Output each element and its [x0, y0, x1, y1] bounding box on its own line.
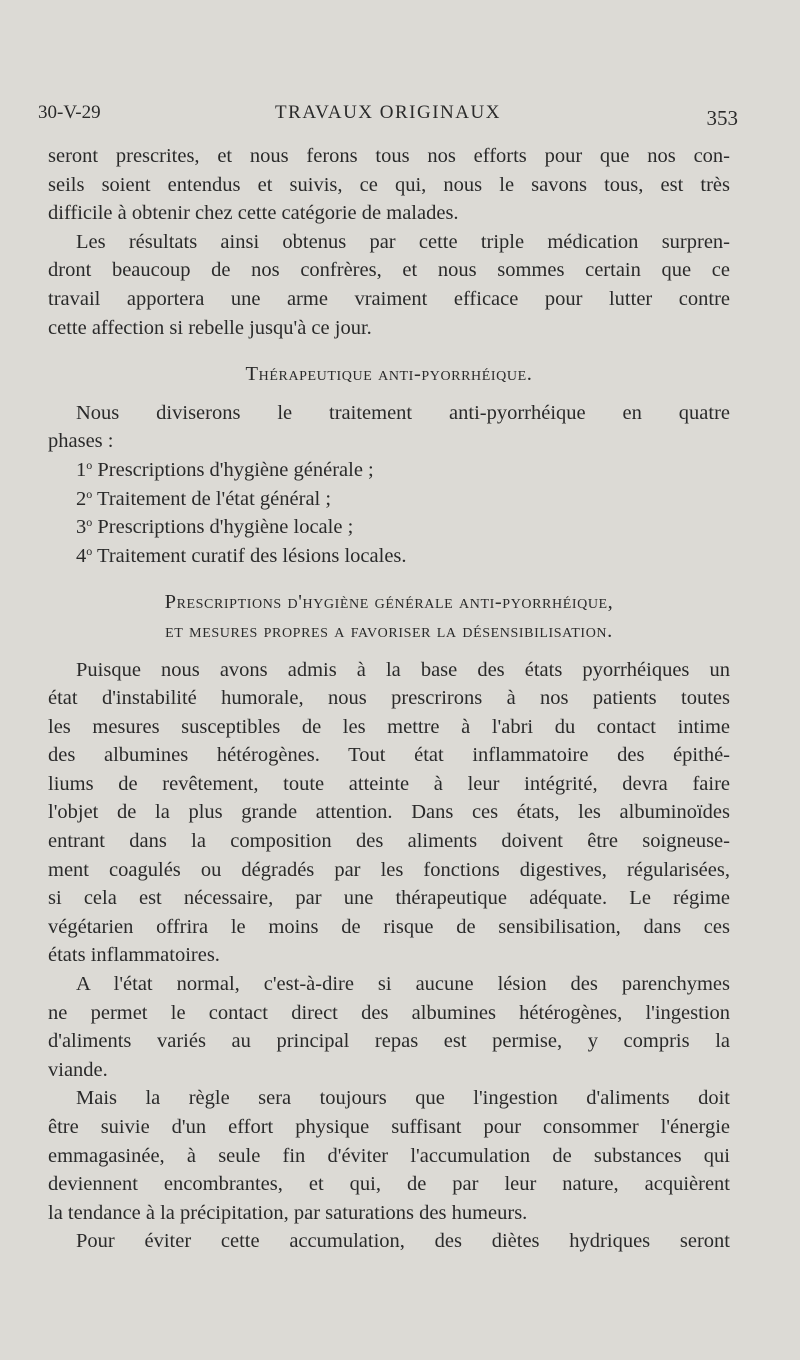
text-line: entrant dans la composition des aliments doivent être soigneuse-	[48, 830, 730, 853]
text-line: Les résultats ainsi obtenus par cette triple médication surpren-	[76, 230, 730, 253]
text-line: difficile à obtenir chez cette catégorie de malades.	[48, 202, 459, 225]
body-text	[48, 142, 730, 1256]
text-line: Nous diviserons le traitement anti-pyorrhéique en quatre	[76, 401, 730, 424]
text-line: ment coagulés ou dégradés par les fonctions digestives, régularisées,	[48, 858, 730, 881]
spacer	[48, 342, 730, 360]
text-line: cette affection si rebelle jusqu'à ce jour.	[48, 316, 372, 339]
list-item-text: Prescriptions d'hygiène générale ;	[97, 458, 374, 481]
text-line: liums de revêtement, toute atteinte à leur intégrité, devra faire	[48, 772, 730, 795]
text-line: être suivie d'un effort physique suffisant pour consommer l'énergie	[48, 1116, 730, 1138]
text-line: travail apportera une arme vraiment efficace pour lutter contre	[48, 287, 730, 310]
list-item	[48, 485, 730, 514]
list-item-number: 1	[76, 458, 87, 481]
list-item-number: 4	[76, 544, 87, 567]
ordinal-mark: o	[86, 457, 93, 472]
section-heading-hygiene: Prescriptions d'hygiène générale anti-pyorrhéique,	[164, 591, 614, 614]
text-line: l'objet de la plus grande attention. Dans ces états, les albuminoïdes	[48, 801, 730, 824]
text-line: viande.	[48, 1058, 108, 1081]
text-line: état d'instabilité humorale, nous prescrirons à nos patients toutes	[48, 687, 730, 710]
text-line: Puisque nous avons admis à la base des états pyorrhéiques un	[76, 658, 730, 681]
text-line: phases :	[48, 430, 114, 453]
list-item	[48, 513, 730, 542]
ordinal-mark: o	[86, 515, 93, 530]
header-date: 30-V-29	[38, 102, 101, 123]
list-item-text: Traitement de l'état général ;	[97, 487, 332, 510]
text-line: A l'état normal, c'est-à-dire si aucune lésion des parenchymes	[76, 973, 730, 996]
paragraph-7	[48, 1227, 730, 1256]
text-line: seils soient entendus et suivis, ce qui, nous le savons tous, est très	[48, 173, 730, 196]
header-title: TRAVAUX ORIGINAUX	[275, 102, 501, 123]
text-line: les mesures susceptibles de les mettre à l'abri du contact intime	[48, 715, 730, 738]
spacer	[48, 389, 730, 399]
spacer	[48, 646, 730, 656]
text-line: seront prescrites, et nous ferons tous nos efforts pour que nos con-	[48, 145, 730, 167]
text-line: deviennent encombrantes, et qui, de par leur nature, acquièrent	[48, 1173, 730, 1196]
running-header	[38, 100, 738, 134]
paragraph-6	[48, 1084, 730, 1227]
list-item	[48, 542, 730, 571]
text-line: dront beaucoup de nos confrères, et nous sommes certain que ce	[48, 259, 730, 282]
page-number: 353	[706, 106, 738, 130]
text-line: ne permet le contact direct des albumines hétérogènes, l'ingestion	[48, 1001, 730, 1024]
text-line: des albumines hétérogènes. Tout état inflammatoire des épithé-	[48, 744, 730, 767]
text-line: emmagasinée, à seule fin d'éviter l'accumulation de substances qui	[48, 1144, 730, 1167]
text-line: états inflammatoires.	[48, 944, 220, 967]
list-item	[48, 456, 730, 485]
text-line: Mais la règle sera toujours que l'ingestion d'aliments doit	[76, 1087, 730, 1110]
ordinal-mark: o	[86, 486, 93, 501]
list-item-number: 3	[76, 516, 87, 539]
spacer	[48, 570, 730, 588]
list-item-number: 2	[76, 487, 87, 510]
paragraph-2	[48, 228, 730, 342]
text-line: végétarien offrira le moins de risque de sensibilisation, dans ces	[48, 915, 730, 938]
paragraph-5	[48, 970, 730, 1084]
list-item-text: Prescriptions d'hygiène locale ;	[97, 516, 354, 539]
paragraph-1	[48, 142, 730, 228]
text-line: d'aliments variés au principal repas est permise, y compris la	[48, 1030, 730, 1053]
text-line: si cela est nécessaire, par une thérapeutique adéquate. Le régime	[48, 887, 730, 910]
text-line: la tendance à la précipitation, par saturations des humeurs.	[48, 1201, 528, 1224]
list-item-text: Traitement curatif des lésions locales.	[97, 544, 407, 567]
ordinal-mark: o	[86, 543, 93, 558]
phases-list	[48, 456, 730, 570]
section-heading-therapeutique: Thérapeutique anti-pyorrhéique.	[245, 363, 533, 386]
section-heading-hygiene-line-2: et mesures propres a favoriser la désensibilisation.	[165, 619, 613, 642]
paragraph-3	[48, 399, 730, 456]
text-line: Pour éviter cette accumulation, des diètes hydriques seront	[76, 1230, 730, 1253]
paragraph-4	[48, 656, 730, 971]
